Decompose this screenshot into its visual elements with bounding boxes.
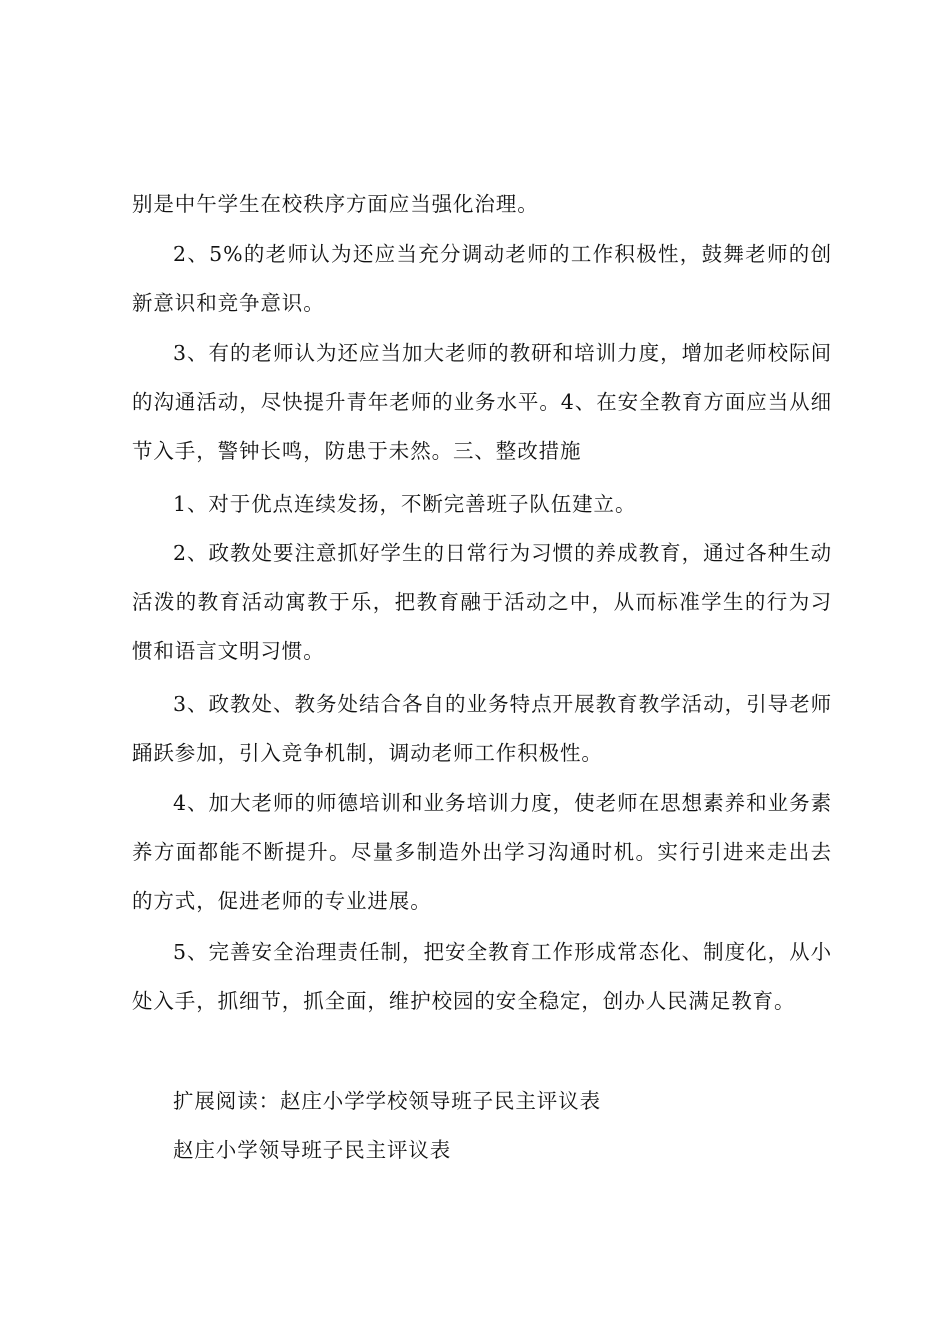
paragraph-measure-4: 4、加大老师的师德培训和业务培训力度，使老师在思想素养和业务素养方面都能不断提升。尽量多制造外出学习沟通时机。实行引进来走出去的方式，促进老师的专业进展。 — [132, 791, 832, 913]
extended-reading-line: 扩展阅读：赵庄小学学校领导班子民主评议表 — [173, 1089, 601, 1113]
paragraph-measure-1: 1、对于优点连续发扬，不断完善班子队伍建立。 — [173, 492, 637, 516]
paragraph-measure-3: 3、政教处、教务处结合各自的业务特点开展教育教学活动，引导老师踊跃参加，引入竞争机制，调动老师工作积极性。 — [132, 692, 832, 765]
paragraph-measure-2: 2、政教处要注意抓好学生的日常行为习惯的养成教育，通过各种生动活泼的教育活动寓教于乐，把教育融于活动之中，从而标准学生的行为习惯和语言文明习惯。 — [132, 541, 832, 663]
paragraph-item-3-training-and-safety: 3、有的老师认为还应当加大老师的教研和培训力度，增加老师校际间的沟通活动，尽快提升青年老师的业务水平。4、在安全教育方面应当从细节入手，警钟长鸣，防患于未然。三、整改措施 — [132, 341, 832, 463]
paragraph-measure-5: 5、完善安全治理责任制，把安全教育工作形成常态化、制度化，从小处入手，抓细节，抓全面，维护校园的安全稳定，创办人民满足教育。 — [132, 940, 832, 1013]
paragraph-continuation: 别是中午学生在校秩序方面应当强化治理。 — [132, 192, 539, 216]
paragraph-item-2-teacher-motivation: 2、5%的老师认为还应当充分调动老师的工作积极性，鼓舞老师的创新意识和竞争意识。 — [132, 242, 832, 315]
evaluation-table-title: 赵庄小学领导班子民主评议表 — [173, 1138, 452, 1162]
